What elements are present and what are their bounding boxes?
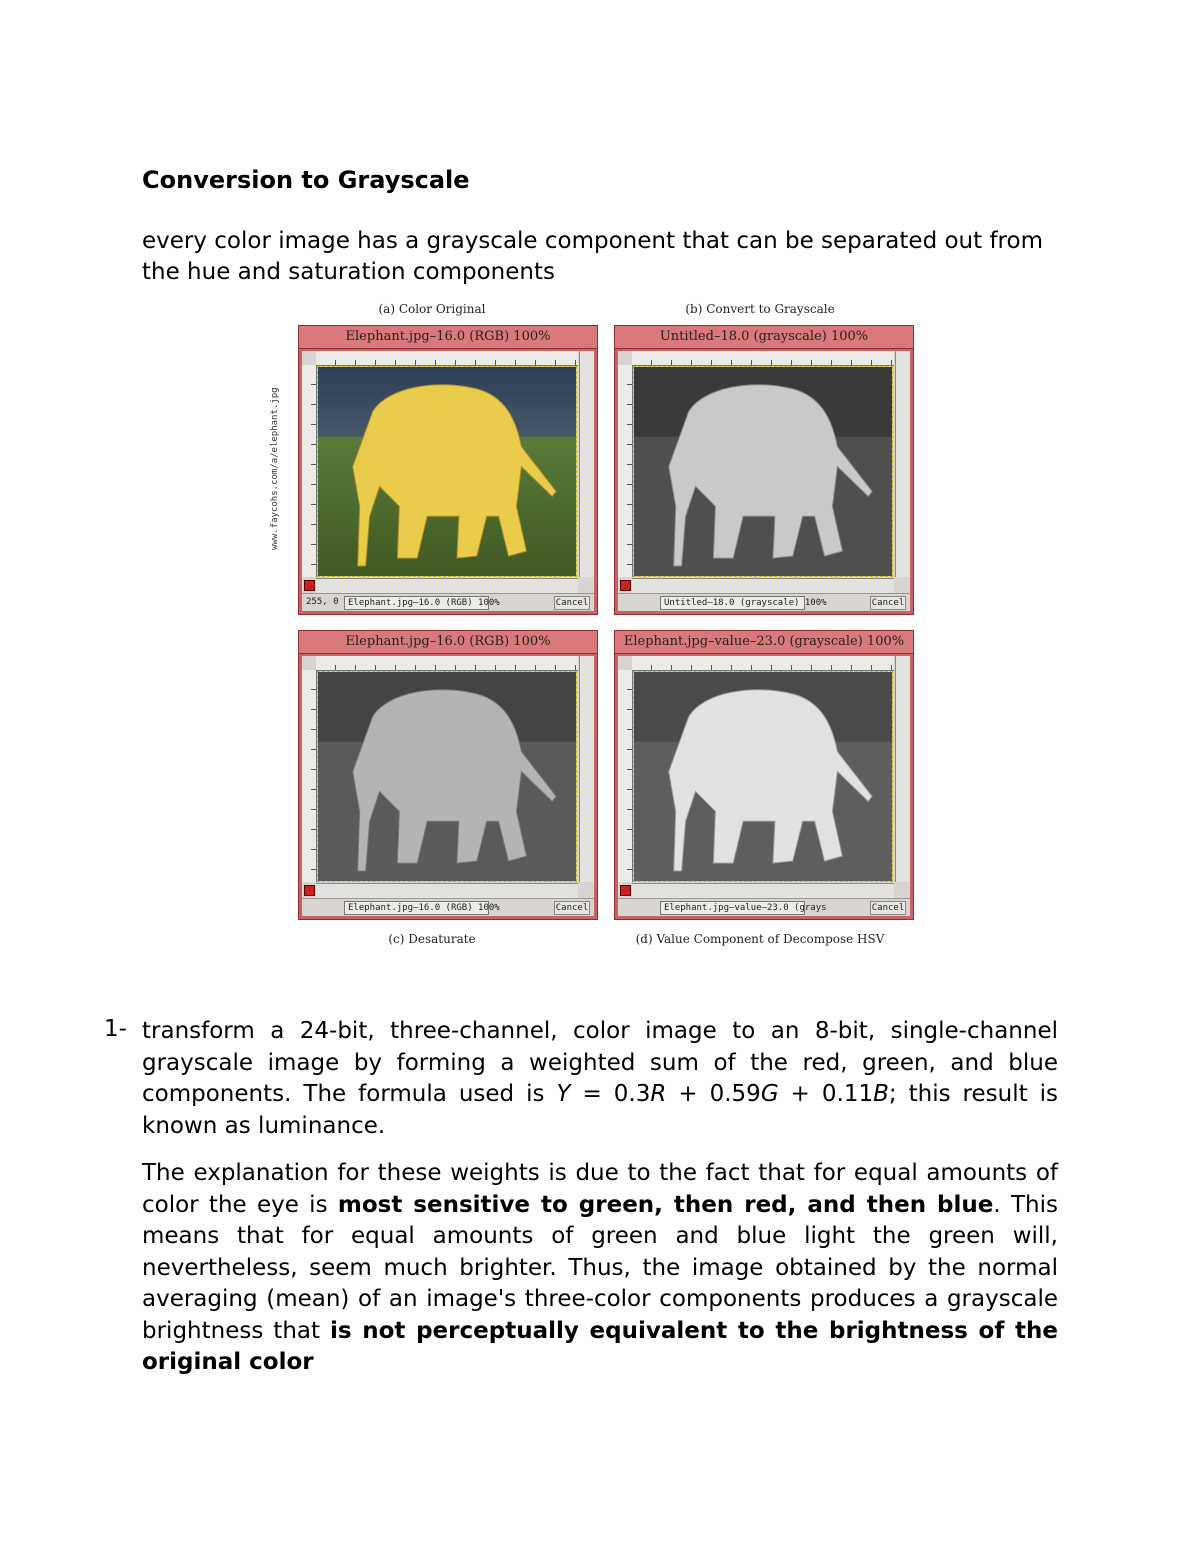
- image-window-desaturate[interactable]: [298, 630, 598, 920]
- horizontal-scrollbar[interactable]: [316, 883, 578, 898]
- horizontal-ruler[interactable]: [316, 656, 578, 671]
- list-number: 1-: [104, 1016, 127, 1042]
- page-heading: Conversion to Grayscale: [142, 166, 470, 194]
- image-window-color[interactable]: [298, 325, 598, 615]
- horizontal-ruler[interactable]: [632, 656, 894, 671]
- cancel-button[interactable]: Cancel: [555, 903, 589, 913]
- quick-mask-icon[interactable]: [620, 885, 631, 896]
- status-bar: [618, 898, 910, 916]
- image-canvas[interactable]: [633, 671, 893, 882]
- vertical-ruler[interactable]: [618, 365, 633, 577]
- elephant-grayscale-image: [634, 367, 892, 576]
- status-bar: [618, 593, 910, 611]
- quick-mask-icon[interactable]: [304, 885, 315, 896]
- status-field: Elephant.jpg–16.0 (RGB) 100%: [344, 596, 489, 610]
- elephant-color-image: [318, 367, 576, 576]
- vertical-ruler[interactable]: [302, 670, 317, 882]
- image-canvas[interactable]: [633, 366, 893, 577]
- caption-b: (b) Convert to Grayscale: [685, 302, 835, 316]
- horizontal-ruler[interactable]: [632, 351, 894, 366]
- cancel-button[interactable]: Cancel: [871, 903, 905, 913]
- status-bar: [302, 898, 594, 916]
- window-title: Elephant.jpg–value–23.0 (grayscale) 100%: [615, 631, 913, 654]
- quick-mask-icon[interactable]: [304, 580, 315, 591]
- vertical-scrollbar[interactable]: [895, 656, 910, 882]
- vertical-scrollbar[interactable]: [579, 656, 594, 882]
- window-body: [302, 351, 594, 611]
- quick-mask-icon[interactable]: [620, 580, 631, 591]
- horizontal-scrollbar[interactable]: [632, 883, 894, 898]
- window-title: Elephant.jpg–16.0 (RGB) 100%: [299, 631, 597, 654]
- window-title: Untitled–18.0 (grayscale) 100%: [615, 326, 913, 349]
- horizontal-scrollbar[interactable]: [316, 578, 578, 593]
- cancel-button[interactable]: Cancel: [871, 598, 905, 608]
- elephant-value-image: [634, 672, 892, 881]
- image-canvas[interactable]: [317, 671, 577, 882]
- intro-text: every color image has a grayscale component that can be separated out from the hue and saturation components: [142, 228, 1043, 285]
- elephant-desaturated-image: [318, 672, 576, 881]
- status-bar: [302, 593, 594, 611]
- window-body: [618, 656, 910, 916]
- caption-a: (a) Color Original: [378, 302, 486, 316]
- list-paragraph-2: The explanation for these weights is due to the fact that for equal amounts of color the eye is most sensitive to green, then red, and then blue. This means that for equal amounts of green and blue light the green will, nevertheless, seem much brighter. Thus, the image obtained by the normal averaging (mean) of an image's three-color components produces a grayscale brightness that is not perceptually equivalent to the brightness of the original color: [142, 1160, 1058, 1375]
- image-window-value[interactable]: [614, 630, 914, 920]
- horizontal-ruler[interactable]: [316, 351, 578, 366]
- status-field: Elephant.jpg–16.0 (RGB) 100%: [344, 901, 489, 915]
- grayscale-figure: [270, 300, 934, 960]
- vertical-ruler[interactable]: [618, 670, 633, 882]
- status-field: Untitled–18.0 (grayscale) 100%: [660, 596, 805, 610]
- horizontal-scrollbar[interactable]: [632, 578, 894, 593]
- image-window-grayscale[interactable]: [614, 325, 914, 615]
- vertical-ruler[interactable]: [302, 365, 317, 577]
- side-url: www.faycohs.com/a/elephant.jpg: [270, 387, 280, 550]
- status-field: Elephant.jpg–value–23.0 (grays: [660, 901, 805, 915]
- vertical-scrollbar[interactable]: [895, 351, 910, 577]
- window-body: [618, 351, 910, 611]
- caption-d: (d) Value Component of Decompose HSV: [635, 932, 885, 946]
- list-paragraph-1: transform a 24-bit, three-channel, color image to an 8-bit, single-channel grayscale image by forming a weighted sum of the red, green, and blue components. The formula used is Y = 0.3R + 0.59G + 0.11B; this result is known as luminance.: [142, 1018, 1058, 1139]
- window-title: Elephant.jpg–16.0 (RGB) 100%: [299, 326, 597, 349]
- vertical-scrollbar[interactable]: [579, 351, 594, 577]
- pointer-coords: 255, 0: [306, 597, 339, 607]
- cancel-button[interactable]: Cancel: [555, 598, 589, 608]
- image-canvas[interactable]: [317, 366, 577, 577]
- window-body: [302, 656, 594, 916]
- caption-c: (c) Desaturate: [388, 932, 476, 946]
